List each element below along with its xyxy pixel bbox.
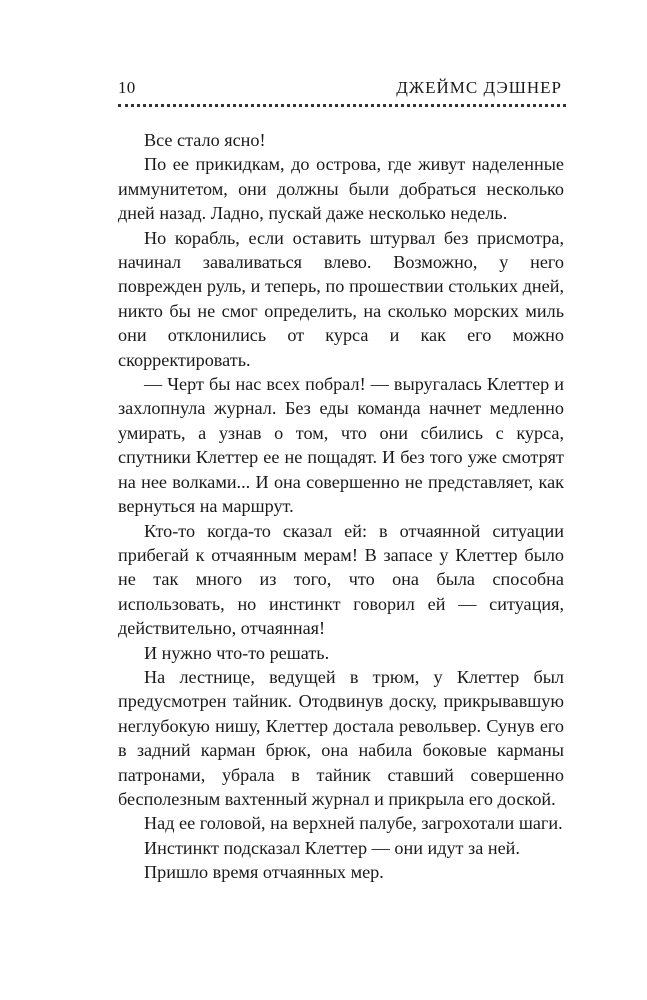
paragraph: Над ее головой, на верхней палубе, загрохотали шаги.: [144, 813, 563, 834]
paragraph: Инстинкт подсказал Клеттер — они идут за ней.: [144, 837, 520, 858]
page-header: [118, 78, 566, 102]
paragraph: И нужно что-то решать.: [144, 642, 330, 663]
paragraph: Но корабль, если оставить штурвал без присмотра, начинал заваливаться влево. Возможно, у него поврежден руль, и теперь, по прошествии стольких дней, никто бы не смог определить, на сколько морских миль они отклонились от курса и как его можно скорректировать.: [118, 227, 564, 370]
paragraph: Кто-то когда-то сказал ей: в отчаянной ситуации прибегай к отчаянным мерам! В запасе у Клеттер было не так много из того, что она была способна использовать, но инстинкт говорил ей — ситуация, действительно, отчаянная!: [118, 520, 564, 639]
running-head-author: ДЖЕЙМС ДЭШНЕР: [396, 78, 562, 97]
header-dotted-rule: [118, 104, 566, 107]
paragraph: Пришло время отчаянных мер.: [144, 862, 384, 883]
paragraph: Все стало ясно!: [144, 130, 266, 150]
paragraph: На лестнице, ведущей в трюм, у Клеттер был предусмотрен тайник. Отодвинув доску, прикрывавшую неглубокую нишу, Клеттер достала револьвер. Сунув его в задний карман брюк, она набила боковые карманы патронами, убрала в тайник ставший совершенно бесполезным вахтенный журнал и прикрыла его доской.: [118, 666, 564, 809]
page-number: 10: [118, 78, 136, 97]
paragraph: По ее прикидкам, до острова, где живут наделенные иммунитетом, они должны были добраться несколько дней назад. Ладно, пускай даже несколько недель.: [118, 154, 564, 224]
paragraph: — Черт бы нас всех побрал! — выругалась Клеттер и захлопнула журнал. Без еды команда начнет медленно умирать, а узнав о том, что они сбились с курса, спутники Клеттер ее не пощадят. И без того уже смотрят на нее волками... И она совершенно не представляет, как вернуться на маршрут.: [118, 374, 564, 517]
body-text: [118, 128, 564, 885]
